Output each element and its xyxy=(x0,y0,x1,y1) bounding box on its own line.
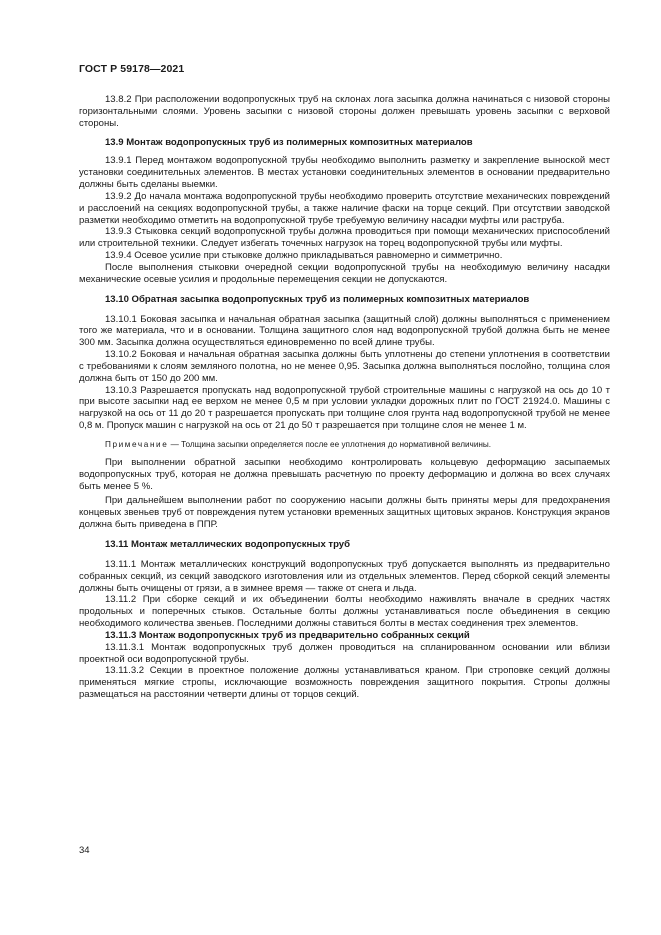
paragraph-13-10-3: 13.10.3 Разрешается пропускать над водопропускной трубой строительные машины с нагрузкой на ось до 10 т при высоте засыпки над ее верхом не менее 0,5 м при условии укладки дорожных плит по ГОСТ 21924.0. Машины с нагрузкой на ось от 11 до 20 т разрешается пропускать при толщине слоя грунта над водопропускной трубой не менее 0,8 м. Пропуск машин с нагрузкой на ось от 21 до 50 т разрешается при толщине слоя не менее 1 м. xyxy=(79,384,610,432)
section-heading-13-9: 13.9 Монтаж водопропускных труб из полимерных композитных материалов xyxy=(105,136,473,148)
section-heading-13-11: 13.11 Монтаж металлических водопропускных труб xyxy=(105,539,351,550)
note xyxy=(79,439,610,450)
note-label: Примечание xyxy=(105,439,169,449)
paragraph-13-10-2: 13.10.2 Боковая и начальная обратная засыпка должны быть уплотнены до степени уплотнения в соответствии с требованиями к слоям земляного полотна, но не менее 0,95. Засыпка должна выполняться послойно, толщина слоя должна быть от 150 до 200 мм. xyxy=(79,349,610,384)
paragraph-13-9-1: 13.9.1 Перед монтажом водопропускной трубы необходимо выполнить разметку и закрепление выноской мест установки соединительных элементов. В местах установки соединительных элементов в основании предварительно должны быть сделаны выемки. xyxy=(79,155,610,191)
document-body xyxy=(79,94,610,701)
paragraph-13-11-3-1: 13.11.3.1 Монтаж водопропускных труб должен проводиться на спланированном основании или вблизи проектной оси водопропускной трубы. xyxy=(79,641,610,665)
paragraph-13-11-2: 13.11.2 При сборке секций и их объединении болты необходимо наживлять вначале в средних частях продольных и поперечных стыков. Остальные болты должны устанавливаться после объединения в секцию необходимого количества звеньев. Последними должны ставиться болты в местах соединения трех элементов. xyxy=(79,594,610,630)
paragraph-backfill-control: При выполнении обратной засыпки необходимо контролировать кольцевую деформацию засыпаемых водопропускных труб, которая не должна превышать расчетную по проекту деформацию и должна во всех случаях быть менее 5 %. xyxy=(79,456,610,492)
paragraph-13-11-3-2: 13.11.3.2 Секции в проектное положение должны устанавливаться краном. При строповке секций должны применяться мягкие стропы, исключающие возможность повреждения защитного покрытия. Стропы должны размещаться на расстоянии четверти длины от торцов секций. xyxy=(79,665,610,701)
paragraph-after-docking: После выполнения стыковки очередной секции водопропускной трубы на необходимую величину насадки механические осевые усилия и продольные перемещения секции не допускаются. xyxy=(79,261,610,285)
section-heading-13-11-3: 13.11.3 Монтаж водопропускных труб из предварительно собранных секций xyxy=(105,629,470,641)
note-text: — Толщина засыпки определяется после ее уплотнения до нормативной величины. xyxy=(168,439,492,449)
paragraph-13-10-1: 13.10.1 Боковая засыпка и начальная обратная засыпка (защитный слой) должны выполняться с применением того же материала, что и в основании. Толщина защитного слоя над водопропускной трубой должна быть не менее 300 мм. Засыпка должна осуществляться единовременно по всей длине трубы. xyxy=(79,313,610,349)
paragraph-13-9-3: 13.9.3 Стыковка секций водопропускной трубы должна проводиться при помощи механических приспособлений или строительной техники. Следует избегать точечных нагрузок на торец водопропускной трубы или муфты. xyxy=(79,226,610,250)
document-id-header: ГОСТ Р 59178—2021 xyxy=(79,63,185,75)
paragraph-13-8-2: 13.8.2 При расположении водопропускных труб на склонах лога засыпка должна начинаться с низовой стороны горизонтальными слоями. Уровень засыпки с низовой стороны должен превышать уровень засыпки с верховой стороны. xyxy=(79,94,610,129)
paragraph-13-9-2: 13.9.2 До начала монтажа водопропускной трубы необходимо проверить отсутствие механических повреждений и расслоений на секциях водопропускной трубы, а также наличие фаски на торце секций. При отсутствии заводской разметки необходимо отметить на водопропускной трубе требуемую величину насадки муфты или раструба. xyxy=(79,190,610,226)
paragraph-13-9-4: 13.9.4 Осевое усилие при стыковке должно прикладываться равномерно и симметрично. xyxy=(105,250,503,262)
paragraph-13-11-1: 13.11.1 Монтаж металлических конструкций водопропускных труб допускается выполнять из предварительно собранных секций, из секций заводского изготовления или из отдельных элементов. Перед сборкой секций элементы должны быть очищены от грязи, а в зимнее время — также от снега и льда. xyxy=(79,558,610,594)
page-number: 34 xyxy=(79,845,90,856)
section-heading-13-10: 13.10 Обратная засыпка водопропускных труб из полимерных композитных материалов xyxy=(105,293,530,305)
paragraph-end-sections-protection: При дальнейшем выполнении работ по сооружению насыпи должны быть приняты меры для предохранения концевых звеньев труб от повреждения путем установки временных защитных щитовых экранов. Конструкция экранов должна быть приведена в ППР. xyxy=(79,495,610,531)
